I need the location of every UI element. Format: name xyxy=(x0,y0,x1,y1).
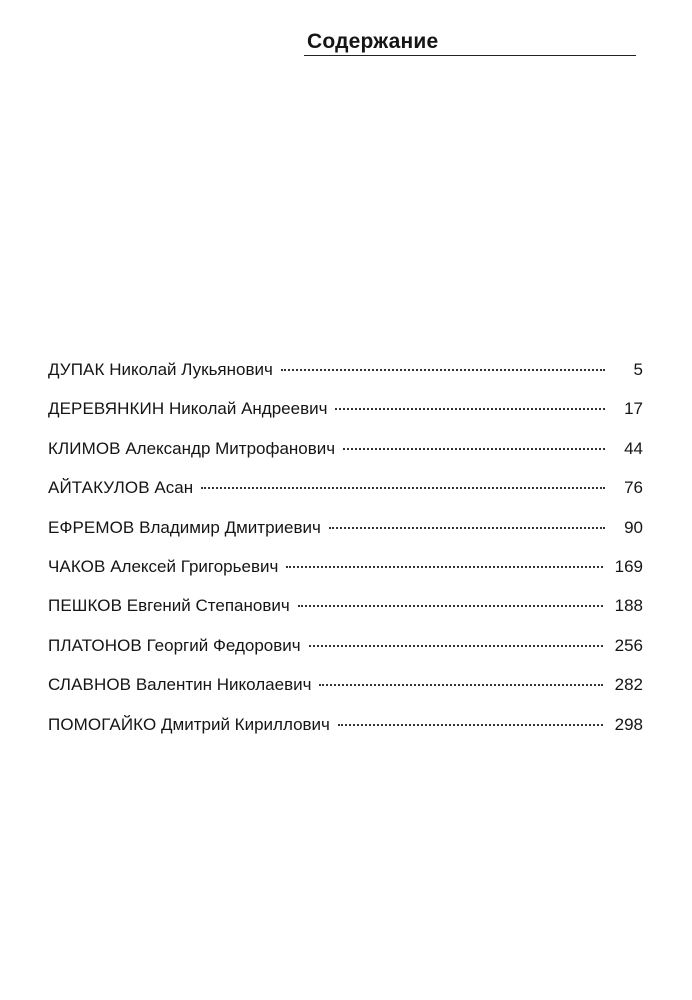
toc-entry-peshkov xyxy=(48,592,643,631)
toc-entry-given-name: Алексей Григорьевич xyxy=(110,556,279,576)
toc-entry-surname: КЛИМОВ xyxy=(48,438,121,458)
toc-entry-surname: ЧАКОВ xyxy=(48,556,106,576)
toc-entry-given-name: Владимир Дмитриевич xyxy=(139,517,321,537)
toc-entry-surname: СЛАВНОВ xyxy=(48,675,132,695)
toc-entry-given-name: Георгий Федорович xyxy=(146,635,301,655)
toc-entry-surname: ПЛАТОНОВ xyxy=(48,635,142,655)
toc-entry-derevyankin xyxy=(48,395,643,434)
toc-entry-name xyxy=(48,592,290,620)
dot-leader xyxy=(335,408,605,410)
toc-entry-page-number: 44 xyxy=(624,438,643,458)
dot-leader xyxy=(201,487,605,489)
toc-entry-name xyxy=(48,553,278,581)
toc-entry-surname: ДЕРЕВЯНКИН xyxy=(48,399,165,419)
dot-leader xyxy=(309,645,603,647)
toc-entry-page-number: 188 xyxy=(614,596,643,616)
toc-entry-pomogaiko xyxy=(48,711,643,750)
toc-entry-given-name: Евгений Степанович xyxy=(126,596,290,616)
dot-leader xyxy=(281,369,605,371)
dot-leader xyxy=(343,448,605,450)
toc-entry-name xyxy=(48,435,335,463)
toc-entry-given-name: Дмитрий Кириллович xyxy=(161,714,330,734)
toc-entry-given-name: Николай Андреевич xyxy=(169,399,328,419)
toc-entry-name xyxy=(48,395,327,423)
dot-leader xyxy=(298,605,603,607)
toc-entry-given-name: Асан xyxy=(154,478,194,498)
toc-entry-surname: АЙТАКУЛОВ xyxy=(48,478,150,498)
toc-entry-name xyxy=(48,671,311,699)
toc-entry-klimov xyxy=(48,435,643,474)
dot-leader xyxy=(286,566,602,568)
toc-entry-given-name: Николай Лукьянович xyxy=(109,360,273,379)
dot-leader xyxy=(338,724,603,726)
toc-entry-page-number: 76 xyxy=(624,478,643,498)
toc-entry-chakov xyxy=(48,553,643,592)
title-underline xyxy=(304,55,636,56)
toc-entry-page-number: 90 xyxy=(624,517,643,537)
toc-entry-name xyxy=(48,632,301,660)
toc-entry-page-number: 256 xyxy=(614,635,643,655)
toc-entry-platonov xyxy=(48,632,643,671)
toc-entry-dupak xyxy=(48,356,643,395)
toc-entry-name xyxy=(48,514,321,542)
toc-entry-name xyxy=(48,356,273,384)
toc-entry-name xyxy=(48,711,330,739)
toc-entry-surname: ПОМОГАЙКО xyxy=(48,714,157,734)
toc-entry-slavnov xyxy=(48,671,643,710)
table-of-contents xyxy=(48,356,643,750)
dot-leader xyxy=(329,527,605,529)
toc-entry-surname: ЕФРЕМОВ xyxy=(48,517,135,537)
toc-entry-given-name: Валентин Николаевич xyxy=(135,675,312,695)
toc-entry-page-number: 5 xyxy=(633,360,643,379)
toc-entry-surname: ДУПАК xyxy=(48,360,105,379)
toc-entry-efremov xyxy=(48,514,643,553)
page-title: Содержание xyxy=(307,30,439,53)
toc-entry-name xyxy=(48,474,193,502)
toc-entry-page-number: 298 xyxy=(614,714,643,734)
toc-entry-surname: ПЕШКОВ xyxy=(48,596,123,616)
toc-entry-aitakulov xyxy=(48,474,643,513)
dot-leader xyxy=(319,684,602,686)
toc-entry-given-name: Александр Митрофанович xyxy=(125,438,336,458)
toc-entry-page-number: 282 xyxy=(614,675,643,695)
toc-entry-page-number: 17 xyxy=(624,399,643,419)
toc-entry-page-number: 169 xyxy=(614,556,643,576)
